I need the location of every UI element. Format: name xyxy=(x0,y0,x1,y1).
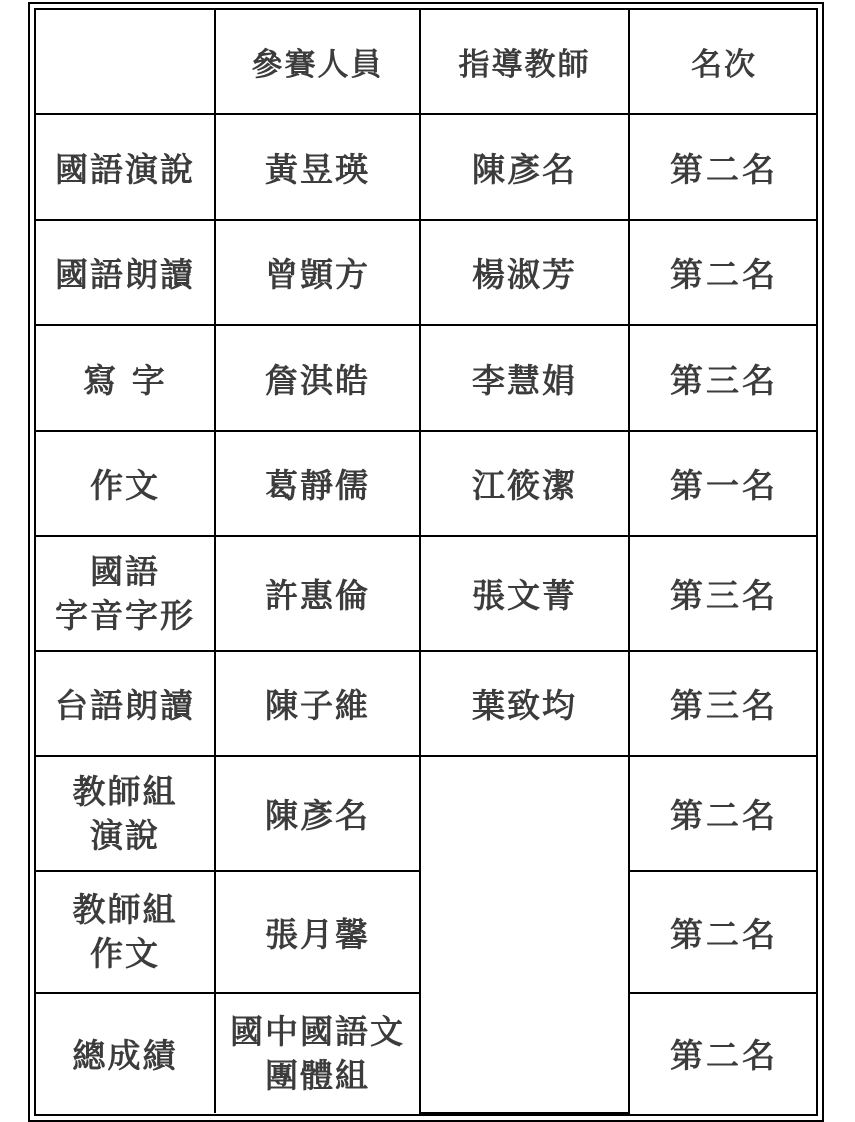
competition-results-table xyxy=(36,10,818,1114)
category-cell xyxy=(36,871,215,994)
category-cell: 總成績 xyxy=(36,993,215,1113)
rank-cell: 第二名 xyxy=(629,220,818,325)
table-row xyxy=(36,431,818,536)
teacher-cell: 張文菁 xyxy=(420,536,629,651)
category-line: 字音字形 xyxy=(55,595,195,635)
header-cell-rank: 名次 xyxy=(629,10,818,114)
category-line: 演說 xyxy=(90,815,160,855)
table-row xyxy=(36,114,818,219)
rank-cell: 第三名 xyxy=(629,651,818,756)
teacher-cell: 陳彥名 xyxy=(420,114,629,219)
header-row xyxy=(36,10,818,114)
rank-cell: 第三名 xyxy=(629,325,818,430)
participant-cell xyxy=(215,993,420,1113)
teacher-cell: 李慧娟 xyxy=(420,325,629,430)
category-line: 國語 xyxy=(90,551,160,591)
category-cell: 寫 字 xyxy=(36,325,215,430)
table-row xyxy=(36,220,818,325)
participant-cell: 許惠倫 xyxy=(215,536,420,651)
rank-cell: 第一名 xyxy=(629,431,818,536)
category-line: 作文 xyxy=(90,934,160,974)
teacher-cell: 江筱潔 xyxy=(420,431,629,536)
rank-cell: 第二名 xyxy=(629,993,818,1113)
table-row xyxy=(36,325,818,430)
category-line: 教師組 xyxy=(72,771,178,811)
teacher-cell-empty xyxy=(420,756,629,1113)
category-cell xyxy=(36,536,215,651)
header-cell-teacher: 指導教師 xyxy=(420,10,629,114)
rank-cell: 第二名 xyxy=(629,114,818,219)
category-cell xyxy=(36,756,215,871)
category-cell: 國語演說 xyxy=(36,114,215,219)
table-row xyxy=(36,536,818,651)
category-cell: 作文 xyxy=(36,431,215,536)
results-table-frame xyxy=(28,2,824,1122)
rank-cell: 第二名 xyxy=(629,756,818,871)
participant-line: 國中國語文 xyxy=(230,1011,405,1051)
participant-line: 團體組 xyxy=(265,1055,370,1095)
teacher-cell: 葉致均 xyxy=(420,651,629,756)
rank-cell: 第二名 xyxy=(629,871,818,994)
category-line: 教師組 xyxy=(72,890,178,930)
results-table-inner-border xyxy=(34,8,818,1116)
participant-cell: 葛靜儒 xyxy=(215,431,420,536)
teacher-cell: 楊淑芳 xyxy=(420,220,629,325)
header-cell-participant: 參賽人員 xyxy=(215,10,420,114)
table-row xyxy=(36,756,818,871)
table-row xyxy=(36,651,818,756)
participant-cell: 詹淇皓 xyxy=(215,325,420,430)
participant-cell: 黃昱瑛 xyxy=(215,114,420,219)
participant-cell: 陳彥名 xyxy=(215,756,420,871)
category-cell: 台語朗讀 xyxy=(36,651,215,756)
rank-cell: 第三名 xyxy=(629,536,818,651)
category-cell: 國語朗讀 xyxy=(36,220,215,325)
header-cell-category xyxy=(36,10,215,114)
participant-cell: 陳子維 xyxy=(215,651,420,756)
participant-cell: 曾顗方 xyxy=(215,220,420,325)
participant-cell: 張月馨 xyxy=(215,871,420,994)
